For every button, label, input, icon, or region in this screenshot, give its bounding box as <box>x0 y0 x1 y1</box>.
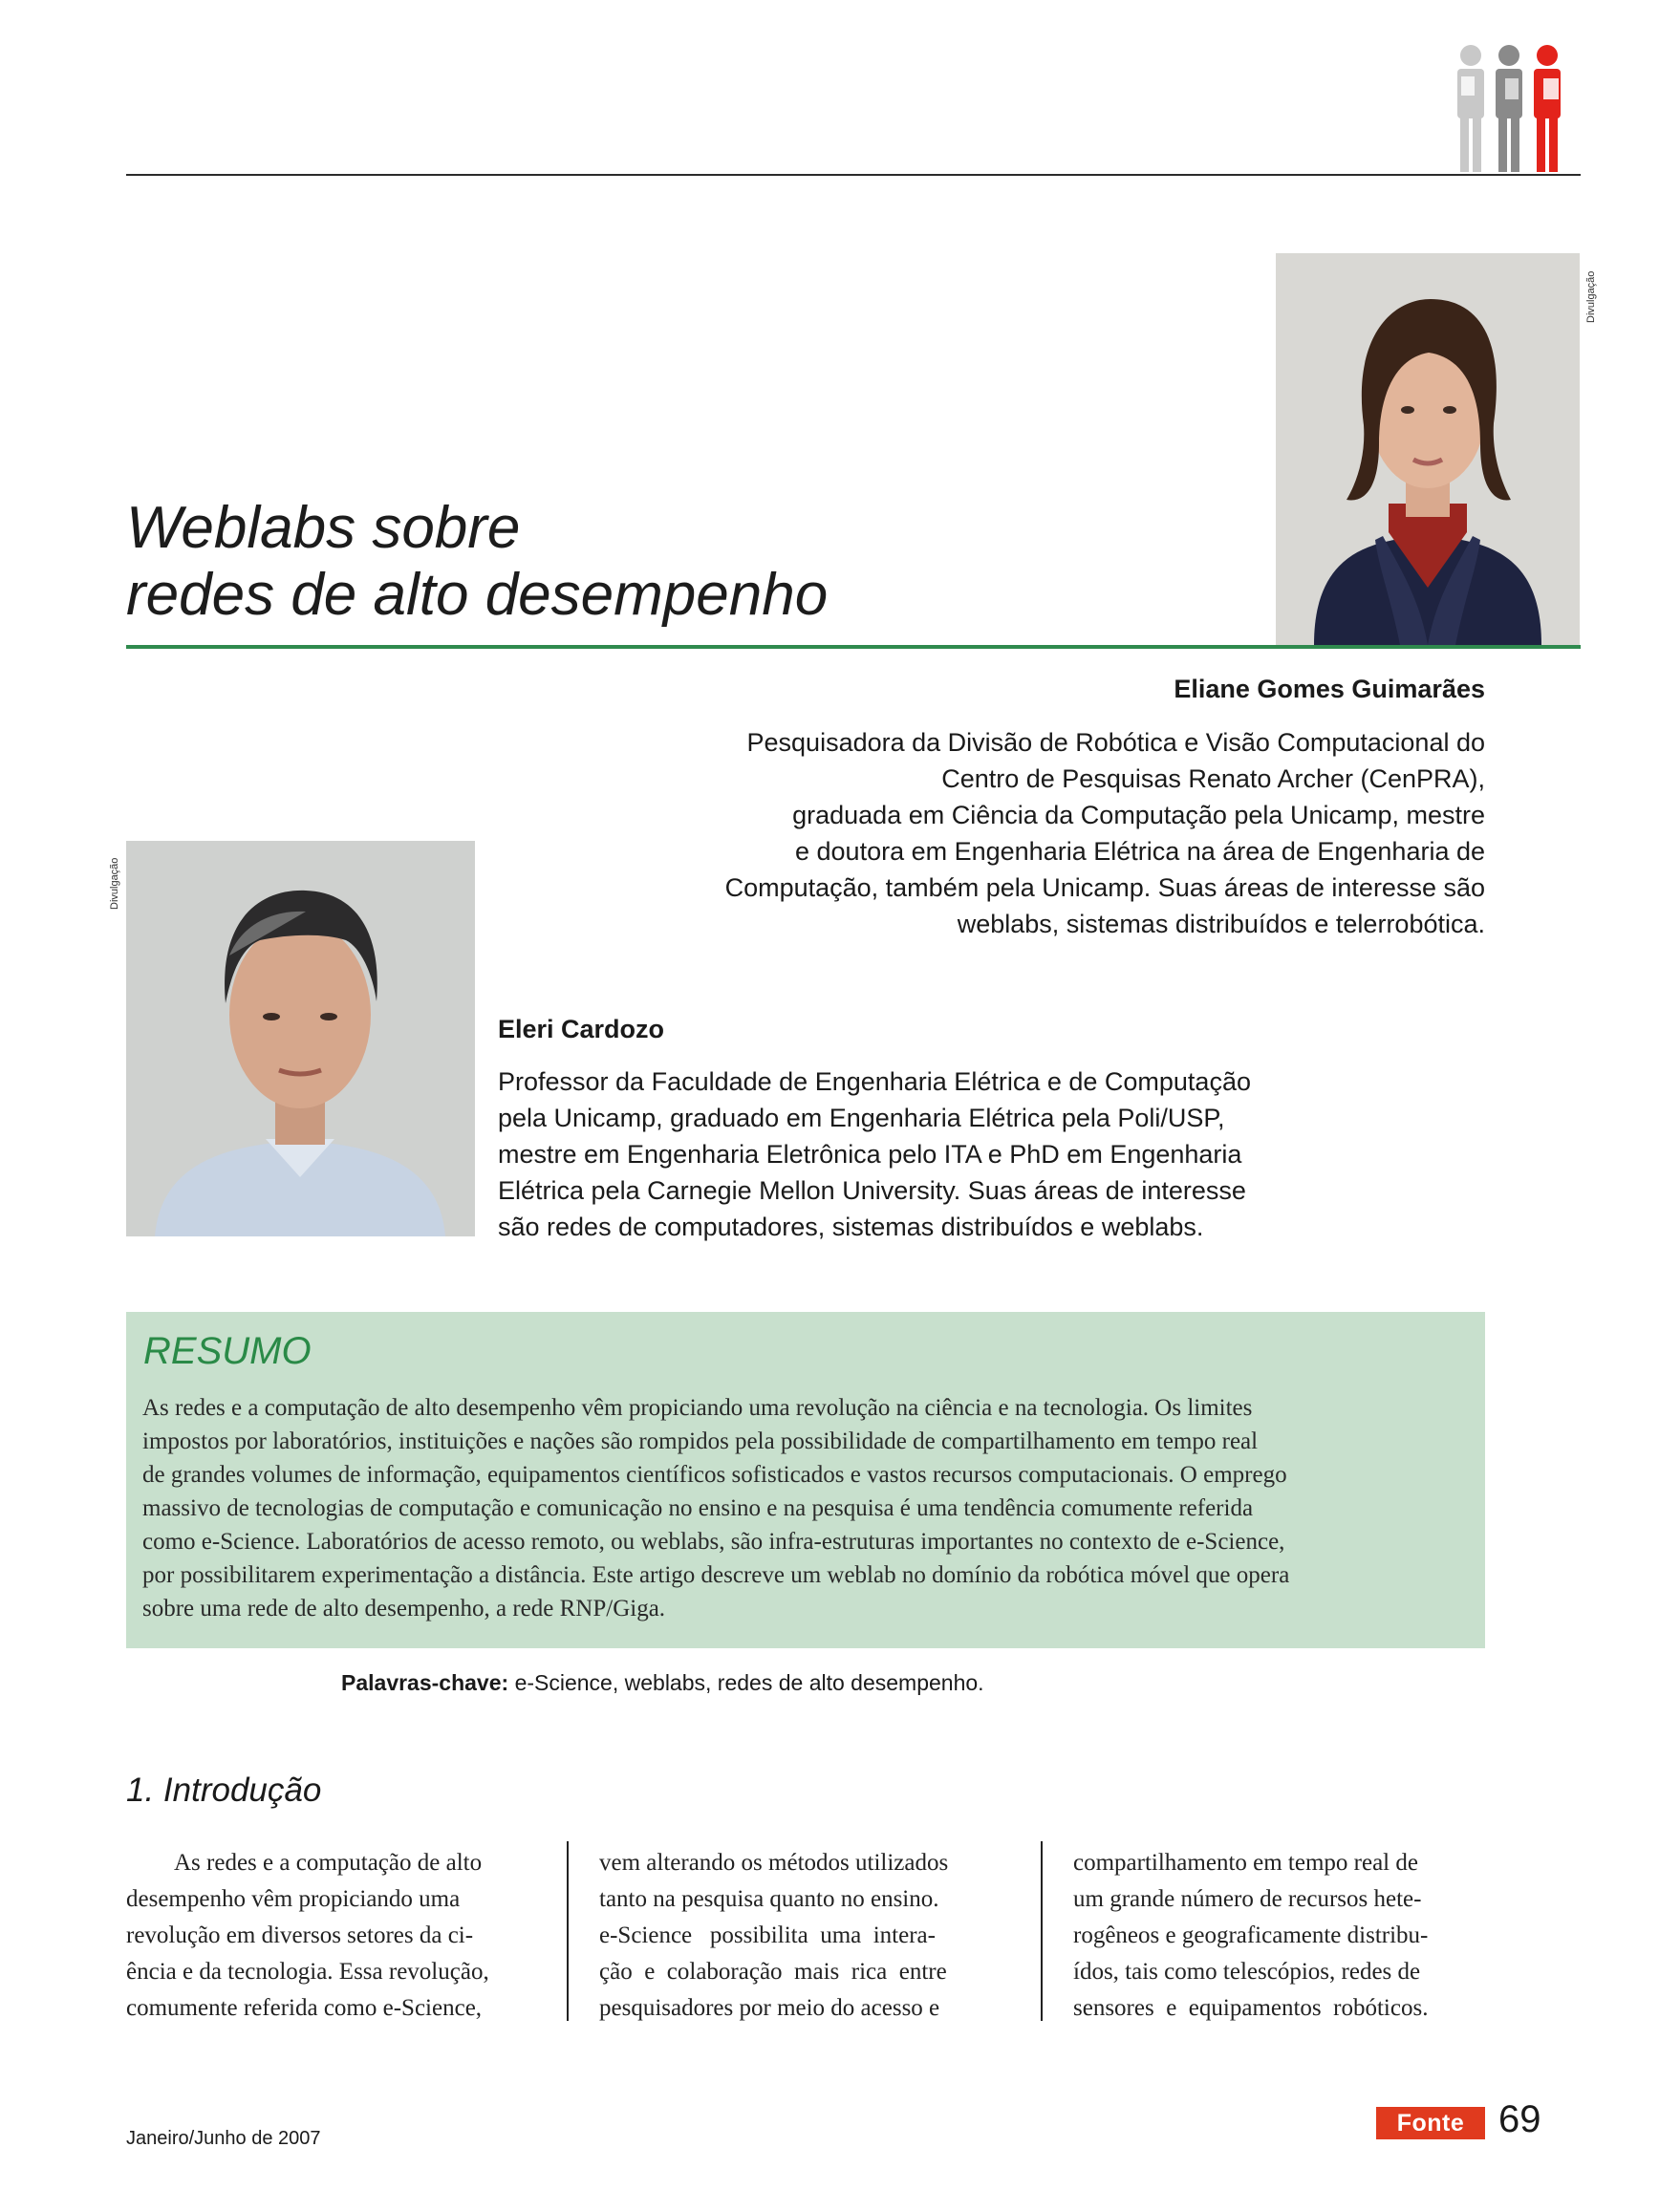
section-title: 1. Introdução <box>126 1772 322 1809</box>
header-rule <box>126 174 1581 176</box>
body-line: sensores e equipamentos robóticos. <box>1073 1995 1429 2021</box>
bio-line: Professor da Faculdade de Engenharia Elétrica e de Computação <box>498 1067 1251 1096</box>
article-title <box>126 495 828 629</box>
bio-line: Centro de Pesquisas Renato Archer (CenPRA), <box>941 764 1485 793</box>
body-line: pesquisadores por meio do acesso e <box>599 1995 940 2021</box>
body-column-2 <box>599 1845 948 2027</box>
bio-line: são redes de computadores, sistemas distribuídos e weblabs. <box>498 1213 1204 1241</box>
photo-credit-1: Divulgação <box>1585 270 1597 323</box>
portrait-man-icon <box>126 841 475 1236</box>
page-number: 69 <box>1498 2098 1541 2140</box>
body-line: ência e da tecnologia. Essa revolução, <box>126 1959 489 1985</box>
title-rule <box>126 645 1581 649</box>
abstract-line: As redes e a computação de alto desempenho vêm propiciando uma revolução na ciência e na tecnologia. Os limites <box>142 1395 1253 1421</box>
title-line-2: redes de alto desempenho <box>126 562 829 628</box>
author-name-eliane: Eliane Gomes Guimarães <box>1174 675 1485 703</box>
abstract-line: como e-Science. Laboratórios de acesso remoto, ou weblabs, são infra-estruturas importantes no contexto de e-Science, <box>142 1529 1285 1555</box>
bio-line: e doutora em Engenharia Elétrica na área de Engenharia de <box>795 837 1485 866</box>
body-column-3 <box>1073 1845 1428 2027</box>
abstract-title: RESUMO <box>143 1330 312 1372</box>
photo-credit-2: Divulgação <box>109 857 120 910</box>
author-name-eleri: Eleri Cardozo <box>498 1015 665 1043</box>
bio-line: pela Unicamp, graduado em Engenharia Elétrica pela Poli/USP, <box>498 1104 1225 1132</box>
author-photo-eliane <box>1276 253 1580 645</box>
title-line-1: Weblabs sobre <box>126 495 521 561</box>
body-line: vem alterando os métodos utilizados <box>599 1850 949 1876</box>
abstract-line: sobre uma rede de alto desempenho, a rede RNP/Giga. <box>142 1596 666 1621</box>
bio-line: Computação, também pela Unicamp. Suas áreas de interesse são <box>724 873 1485 902</box>
abstract-line: por possibilitarem experimentação a distância. Este artigo descreve um weblab no domínio da robótica móvel que opera <box>142 1562 1290 1588</box>
bio-line: mestre em Engenharia Eletrônica pelo ITA e PhD em Engenharia <box>498 1140 1242 1169</box>
author-bio-eleri <box>498 1063 1251 1245</box>
abstract-line: de grandes volumes de informação, equipamentos científicos sofisticados e vastos recursos computacionais. O emprego <box>142 1462 1287 1488</box>
keywords <box>341 1670 984 1696</box>
body-line: comumente referida como e-Science, <box>126 1995 483 2021</box>
body-line: um grande número de recursos hete- <box>1073 1886 1422 1912</box>
keywords-text: e-Science, weblabs, redes de alto desempenho. <box>508 1670 984 1695</box>
issue-date: Janeiro/Junho de 2007 <box>126 2128 321 2149</box>
bio-line: graduada em Ciência da Computação pela Unicamp, mestre <box>792 801 1485 829</box>
body-column-1 <box>126 1845 489 2027</box>
body-line: e-Science possibilita uma intera- <box>599 1922 936 1948</box>
column-divider <box>1041 1841 1043 2021</box>
bio-line: Pesquisadora da Divisão de Robótica e Visão Computacional do <box>746 728 1485 757</box>
abstract-line: massivo de tecnologias de computação e comunicação no ensino e na pesquisa é uma tendência comumente referida <box>142 1495 1254 1521</box>
portrait-woman-icon <box>1276 253 1580 645</box>
bio-line: weblabs, sistemas distribuídos e telerrobótica. <box>957 910 1485 938</box>
people-logo-icon <box>1448 42 1582 176</box>
body-line: rogêneos e geograficamente distribu- <box>1073 1922 1429 1948</box>
body-line: compartilhamento em tempo real de <box>1073 1850 1418 1876</box>
body-line: ção e colaboração mais rica entre <box>599 1959 947 1985</box>
column-divider <box>567 1841 569 2021</box>
body-line: tanto na pesquisa quanto no ensino. <box>599 1886 939 1912</box>
abstract-text <box>142 1391 1289 1625</box>
body-line: ídos, tais como telescópios, redes de <box>1073 1959 1421 1985</box>
body-line: desempenho vêm propiciando uma <box>126 1886 461 1912</box>
abstract-line: impostos por laboratórios, instituições e nações são rompidos pela possibilidade de compartilhamento em tempo real <box>142 1428 1259 1454</box>
author-photo-eleri <box>126 841 475 1236</box>
bio-line: Elétrica pela Carnegie Mellon University. Suas áreas de interesse <box>498 1176 1246 1205</box>
body-line: As redes e a computação de alto <box>174 1850 483 1876</box>
keywords-label: Palavras-chave: <box>341 1670 509 1695</box>
fonte-logo: Fonte <box>1376 2107 1485 2139</box>
author-bio-eliane <box>725 724 1485 942</box>
body-line: revolução em diversos setores da ci- <box>126 1922 474 1948</box>
